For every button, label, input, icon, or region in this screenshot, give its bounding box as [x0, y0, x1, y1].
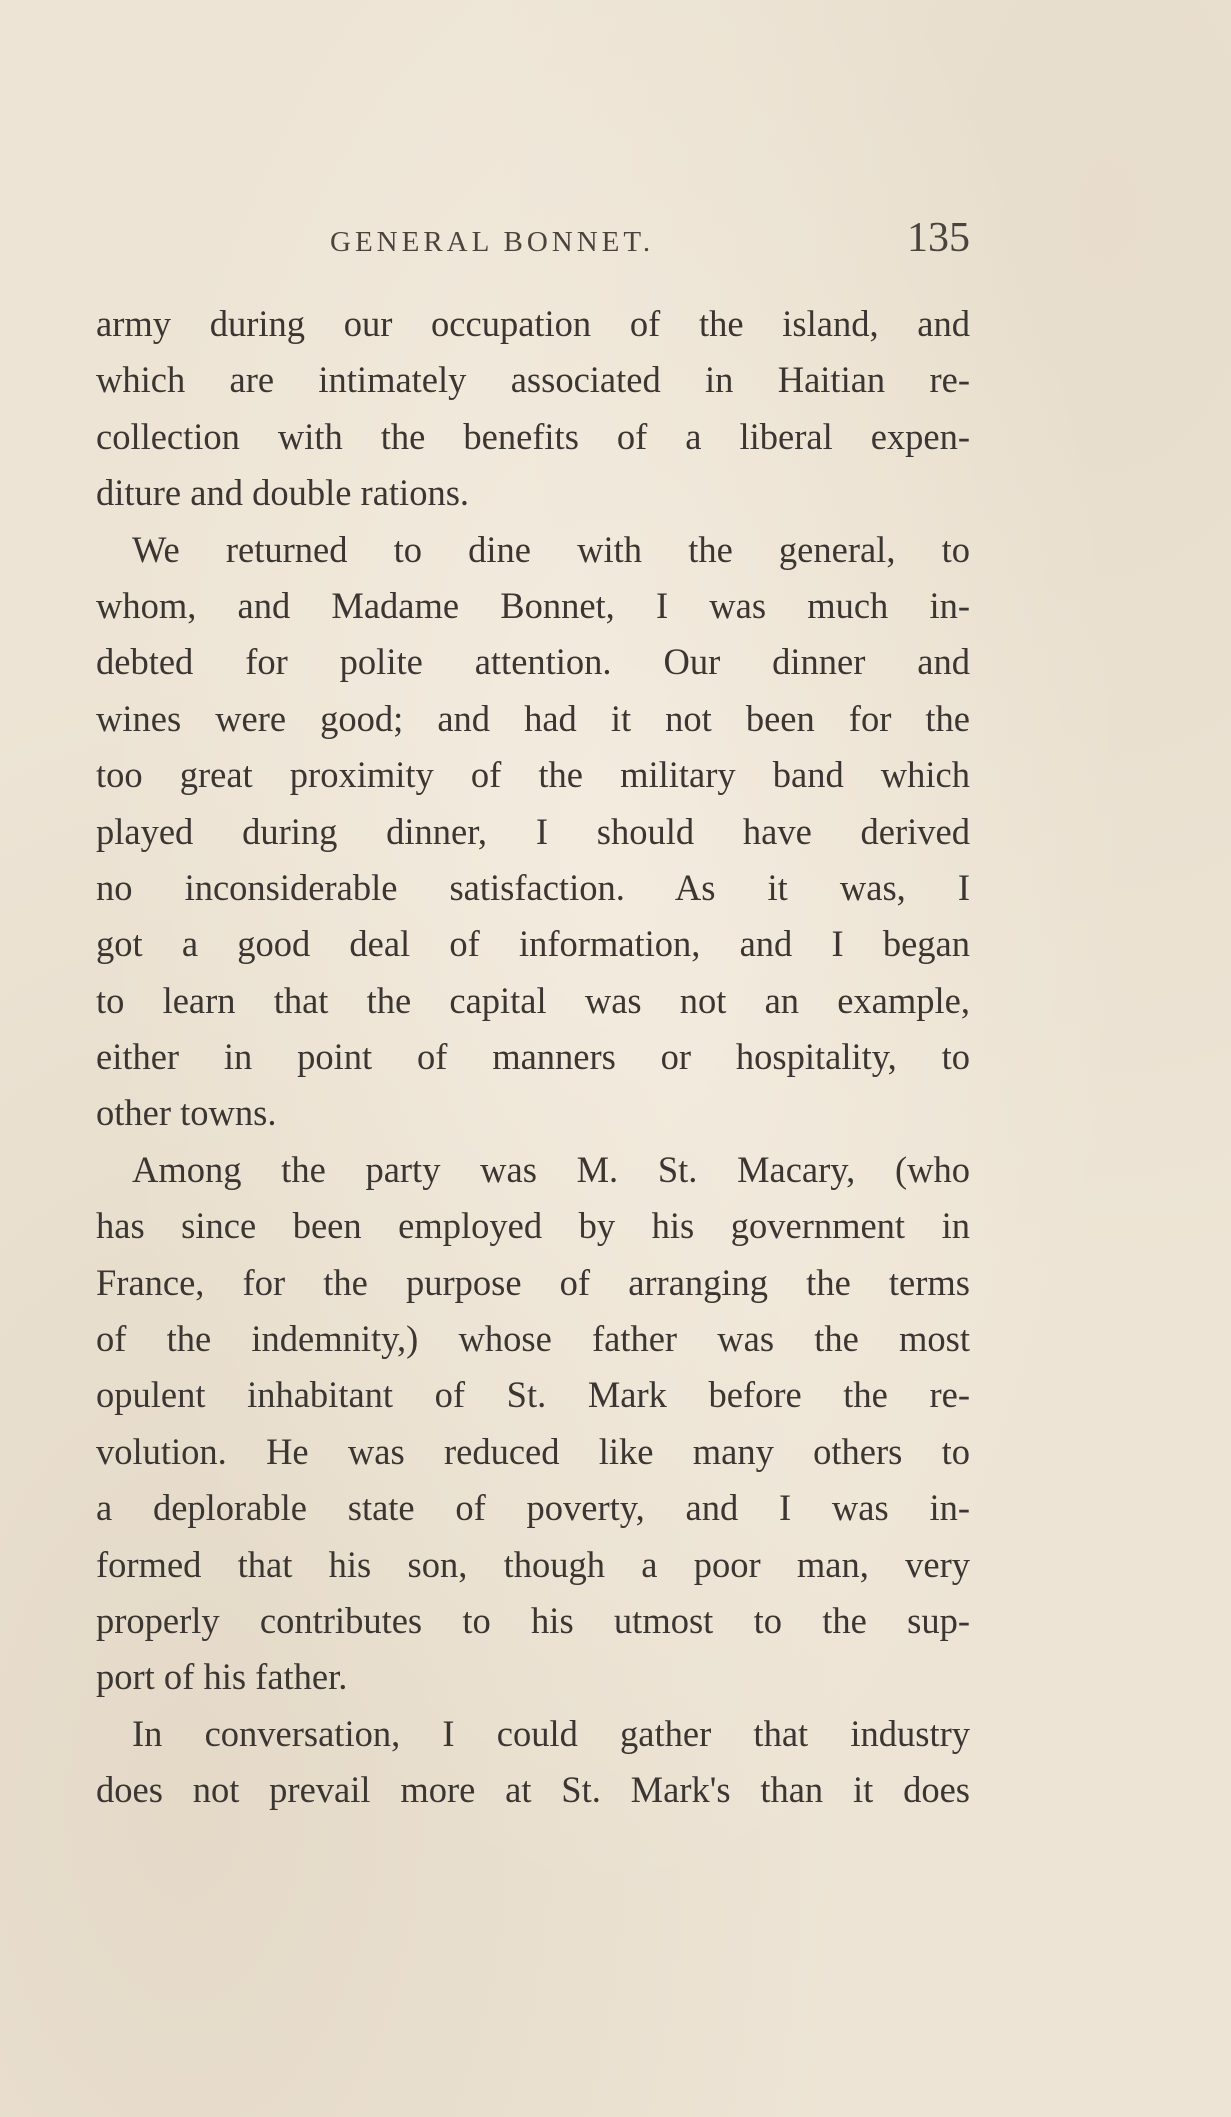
running-title: GENERAL BONNET.: [330, 226, 655, 258]
text-line: We returned to dine with the general, to: [132, 528, 970, 570]
text-line: wines were good; and had it not been for the: [96, 697, 970, 739]
text-line: army during our occupation of the island, and: [96, 303, 970, 344]
text-line: has since been employed by his government in: [96, 1205, 970, 1247]
text-line: opulent inhabitant of St. Mark before the re-: [96, 1374, 970, 1416]
text-line: which are intimately associated in Haitian re-: [96, 359, 970, 401]
text-line: Among the party was M. St. Macary, (who: [132, 1148, 970, 1190]
text-line: whom, and Madame Bonnet, I was much in-: [96, 584, 970, 626]
text-line: does not prevail more at St. Mark's than it does: [96, 1769, 970, 1811]
text-line: a deplorable state of poverty, and I was in-: [96, 1487, 970, 1529]
page-number: 135: [907, 215, 970, 261]
text-line: other towns.: [96, 1092, 277, 1134]
text-line: port of his father.: [96, 1656, 348, 1698]
text-line: to learn that the capital was not an example,: [96, 979, 970, 1021]
text-line: either in point of manners or hospitality, to: [96, 1036, 970, 1078]
text-line: debted for polite attention. Our dinner and: [96, 641, 970, 683]
text-line: too great proximity of the military band which: [96, 754, 970, 796]
text-line: played during dinner, I should have derived: [96, 810, 970, 852]
text-line: formed that his son, though a poor man, very: [96, 1543, 970, 1585]
body-text: [96, 296, 970, 1819]
text-line: no inconsiderable satisfaction. As it was, I: [96, 866, 970, 908]
text-line: diture and double rations.: [96, 472, 470, 514]
text-line: France, for the purpose of arranging the terms: [96, 1261, 970, 1303]
text-line: properly contributes to his utmost to the sup-: [96, 1599, 970, 1641]
text-line: collection with the benefits of a liberal expen-: [96, 415, 970, 457]
text-line: got a good deal of information, and I began: [96, 923, 970, 965]
running-head: [96, 214, 970, 274]
text-line: of the indemnity,) whose father was the most: [96, 1318, 970, 1360]
text-line: volution. He was reduced like many others to: [96, 1430, 970, 1472]
text-line: In conversation, I could gather that industry: [132, 1712, 970, 1754]
